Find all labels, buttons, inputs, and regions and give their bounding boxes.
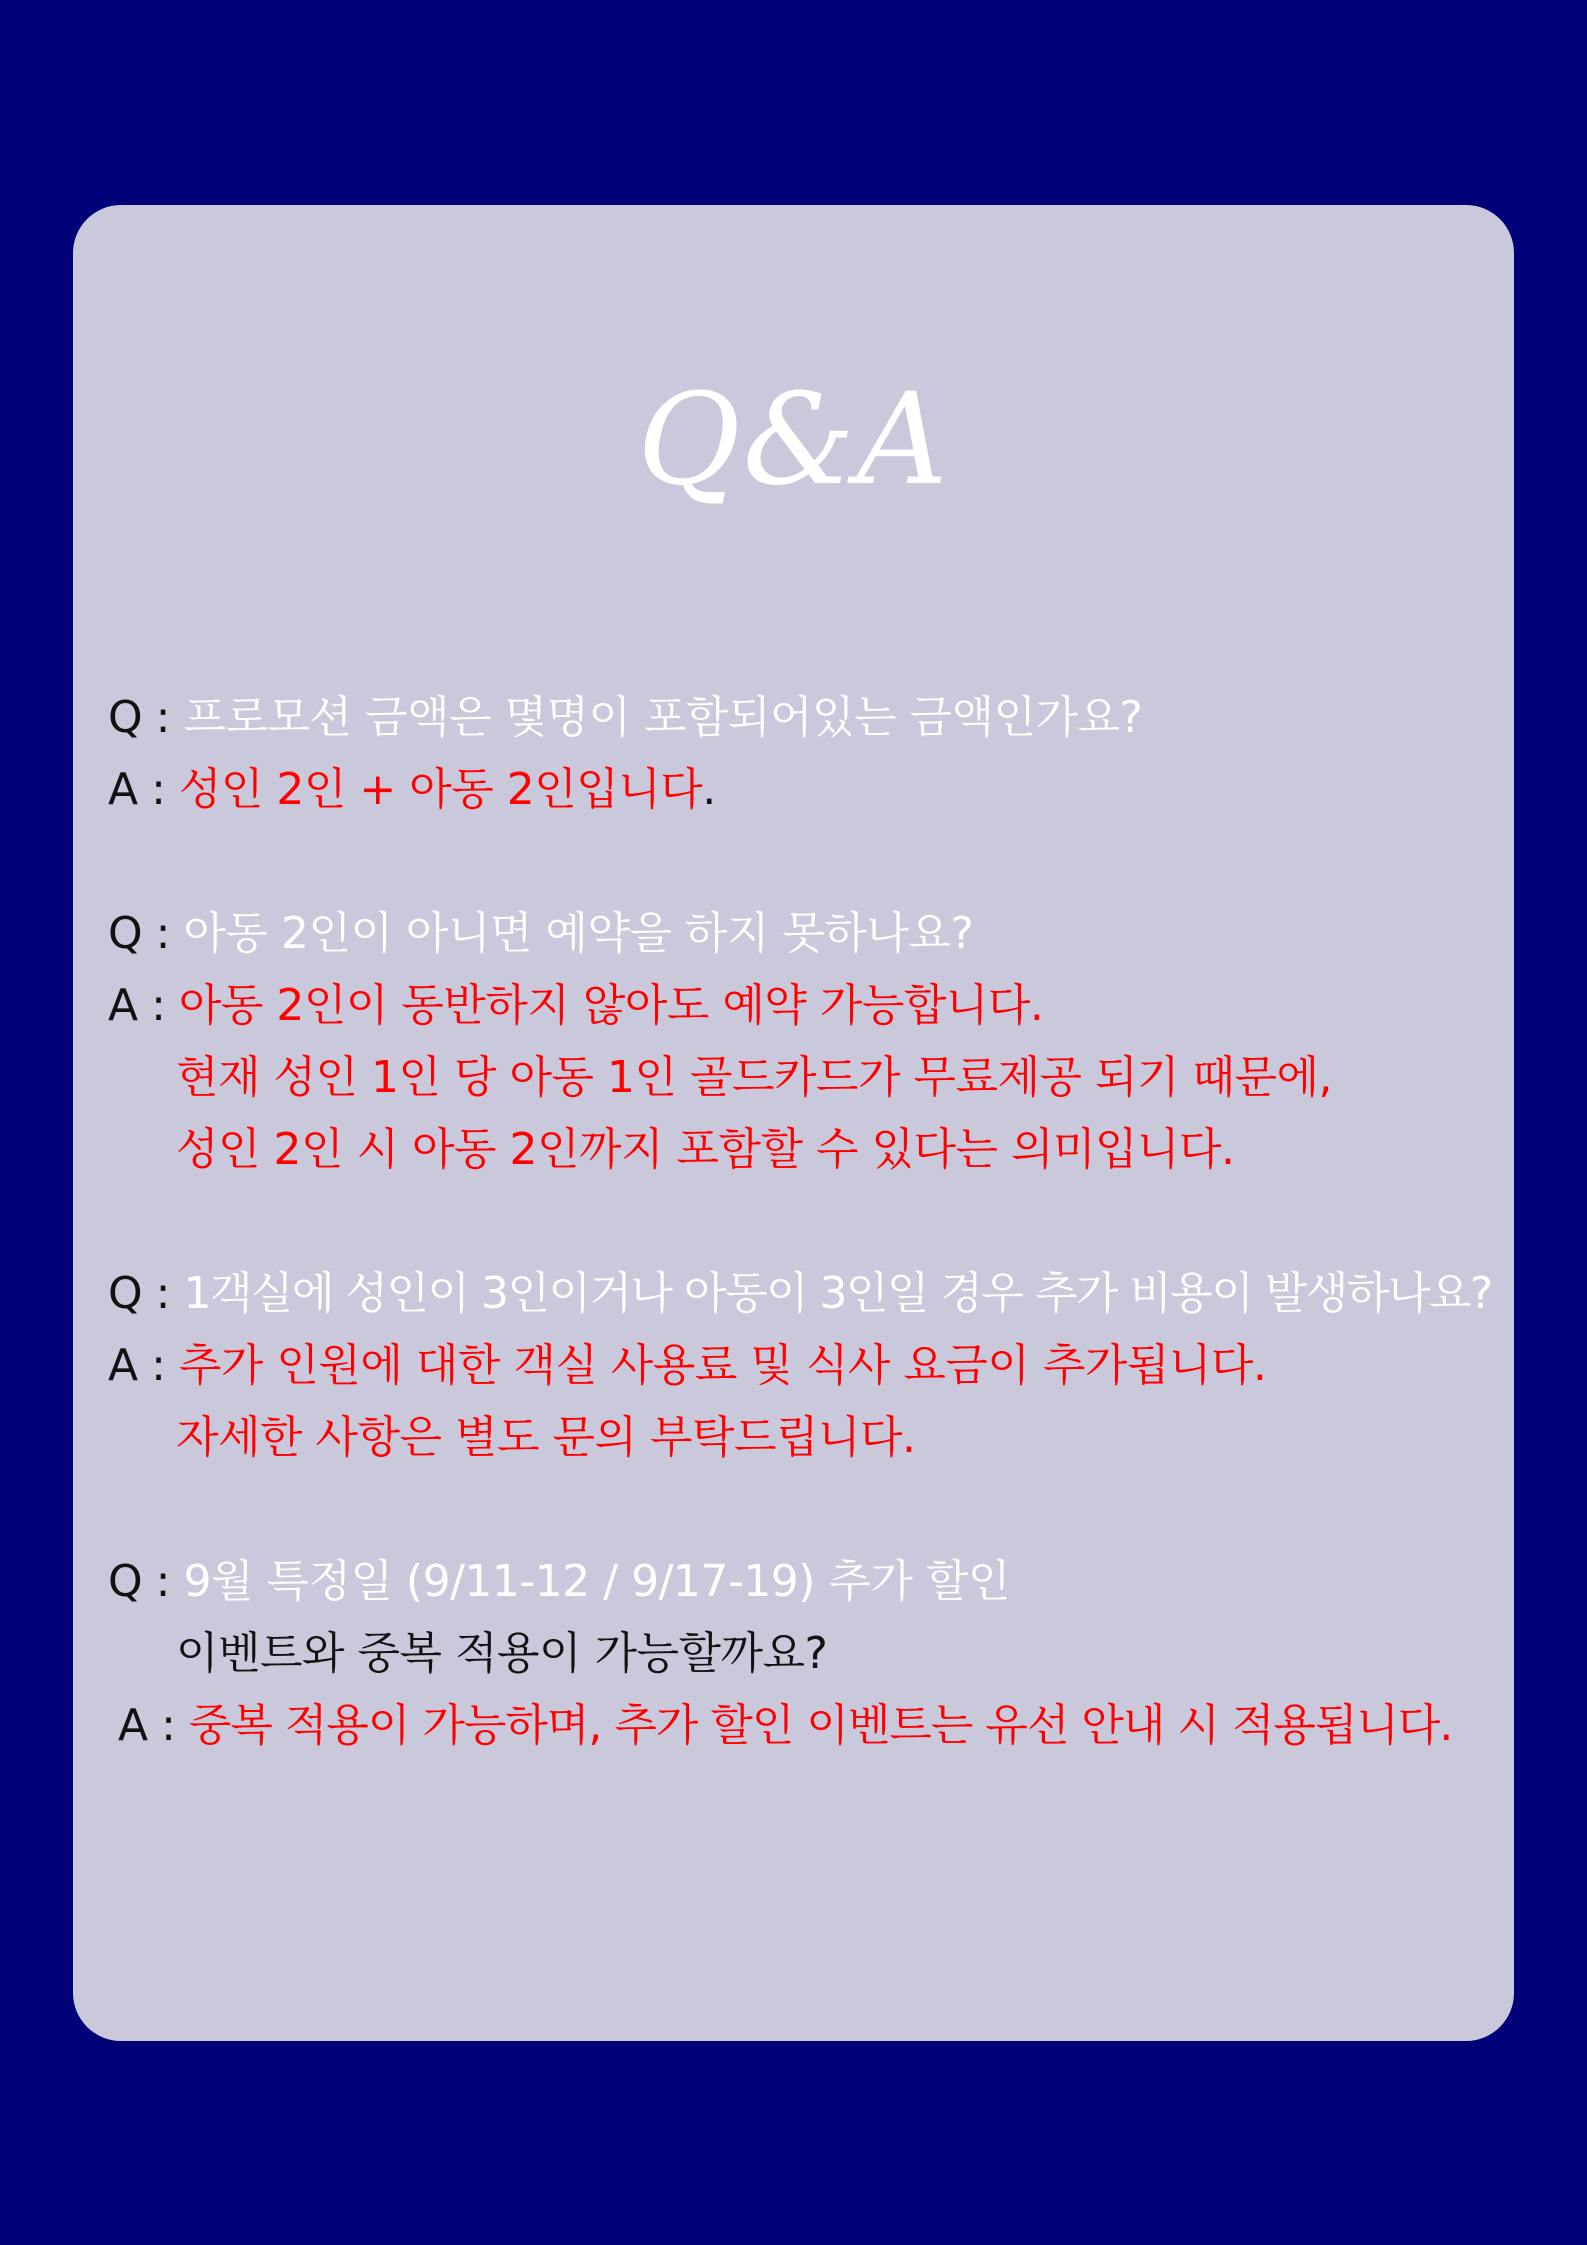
question-1	[108, 690, 1142, 746]
answer-4	[118, 1698, 1452, 1754]
answer-prefix: A :	[108, 980, 166, 1031]
answer-text: 현재 성인 1인 당 아동 1인 골드카드가 무료제공 되기 때문에,	[176, 1052, 1332, 1103]
answer-text: 자세한 사항은 별도 문의 부탁드립니다.	[176, 1412, 916, 1463]
answer-text: 중복 적용이 가능하며, 추가 할인 이벤트는 유선 안내 시 적용됩니다.	[188, 1700, 1453, 1751]
answer-3-line-1	[108, 1338, 1266, 1394]
answer-prefix: A :	[108, 764, 166, 815]
answer-2-line-2	[176, 1050, 1332, 1106]
question-text: 이벤트와 중복 적용이 가능할까요?	[176, 1628, 828, 1679]
question-prefix: Q :	[108, 908, 170, 959]
question-prefix: Q :	[108, 1556, 170, 1607]
answer-1	[108, 762, 716, 818]
answer-3-line-2	[176, 1410, 916, 1466]
answer-prefix: A :	[118, 1700, 176, 1751]
page-title: Q&A	[637, 366, 950, 513]
question-4-line-1	[108, 1554, 1010, 1610]
question-text: 프로모션 금액은 몇명이 포함되어있는 금액인가요?	[183, 692, 1143, 743]
question-text: 1객실에 성인이 3인이거나 아동이 3인일 경우 추가 비용이 발생하나요?	[183, 1268, 1492, 1319]
answer-text: 성인 2인 시 아동 2인까지 포함할 수 있다는 의미입니다.	[176, 1124, 1235, 1175]
answer-text: 추가 인원에 대한 객실 사용료 및 식사 요금이 추가됩니다.	[178, 1340, 1267, 1391]
question-4-line-2	[176, 1626, 827, 1682]
answer-period: .	[702, 764, 716, 815]
answer-2-line-1	[108, 978, 1043, 1034]
question-prefix: Q :	[108, 692, 170, 743]
question-text: 9월 특정일 (9/11-12 / 9/17-19) 추가 할인	[183, 1556, 1010, 1607]
question-text: 아동 2인이 아니면 예약을 하지 못하나요?	[183, 908, 974, 959]
question-2	[108, 906, 973, 962]
question-prefix: Q :	[108, 1268, 170, 1319]
answer-prefix: A :	[108, 1340, 166, 1391]
answer-text: 성인 2인 + 아동 2인입니다	[178, 764, 703, 815]
answer-text: 아동 2인이 동반하지 않아도 예약 가능합니다.	[178, 980, 1044, 1031]
answer-2-line-3	[176, 1122, 1234, 1178]
question-3	[108, 1266, 1492, 1322]
